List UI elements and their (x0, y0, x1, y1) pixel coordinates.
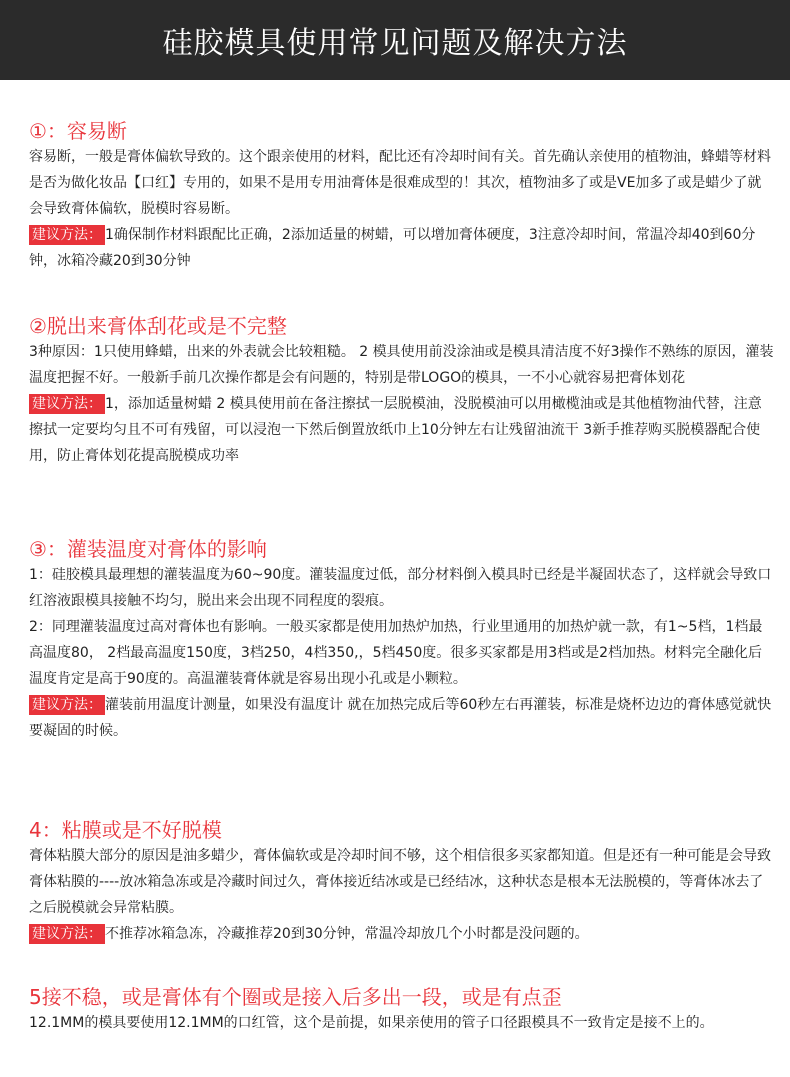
page-title: 硅胶模具使用常见问题及解决方法 (162, 26, 628, 61)
tip-label: 建议方法： (29, 225, 105, 245)
tip-text: 1确保制作材料跟配比正确，2添加适量的树蜡，可以增加膏体硬度，3注意冷却时间，常温冷却40到60分钟，冰箱冷藏20到30分钟 (29, 227, 756, 269)
section-title: 5接不稳，或是膏体有个圈或是接入后多出一段，或是有点歪 (29, 985, 562, 1009)
section-paragraph: 12.1MM的模具要使用12.1MM的口红管，这个是前提，如果亲使用的管子口径跟模具不一致肯定是接不上的。 (29, 1015, 714, 1031)
section-paragraph: 容易断，一般是膏体偏软导致的。这个跟亲使用的材料，配比还有冷却时间有关。首先确认亲使用的植物油，蜂蜡等材料是否为做化妆品【口红】专用的，如果不是用专用油膏体是很难成型的！其次，植物油多了或是VE加多了或是蜡少了就会导致膏体偏软，脱模时容易断。 (29, 149, 771, 217)
tip-paragraph (29, 921, 774, 947)
section-title: ①：容易断 (29, 119, 127, 143)
tip-paragraph (29, 391, 774, 469)
section-title: 4：粘膜或是不好脱模 (29, 818, 222, 842)
tip-text: 不推荐冰箱急冻，冷藏推荐20到30分钟，常温冷却放几个小时都是没问题的。 (105, 926, 589, 942)
tip-label: 建议方法： (29, 924, 105, 944)
section-title: ③：灌装温度对膏体的影响 (29, 537, 267, 561)
page-header (0, 0, 790, 80)
tip-label: 建议方法： (29, 394, 105, 414)
tip-paragraph (29, 222, 774, 274)
faq-section-3 (29, 536, 774, 744)
section-paragraph: 膏体粘膜大部分的原因是油多蜡少，膏体偏软或是冷却时间不够，这个相信很多买家都知道。但是还有一种可能是会导致膏体粘膜的----放冰箱急冻或是冷藏时间过久，膏体接近结冰或是已经结冰，这种状态是根本无法脱模的，等膏体冰去了之后脱模就会异常粘膜。 (29, 848, 771, 916)
tip-paragraph (29, 692, 774, 744)
faq-section-4 (29, 817, 774, 947)
section-paragraph: 3种原因：1只使用蜂蜡，出来的外表就会比较粗糙。 2 模具使用前没涂油或是模具清洁度不好3操作不熟练的原因，灌装温度把握不好。一般新手前几次操作都是会有问题的，特别是带LOGO的模具，一不小心就容易把膏体划花 (29, 344, 774, 386)
faq-section-5 (29, 984, 774, 1036)
tip-label: 建议方法： (29, 695, 105, 715)
tip-text: 1，添加适量树蜡 2 模具使用前在备注擦拭一层脱模油，没脱模油可以用橄榄油或是其他植物油代替，注意擦拭一定要均匀且不可有残留，可以浸泡一下然后倒置放纸巾上10分钟左右让残留油流干 3新手推荐购买脱模器配合使用，防止膏体划花提高脱模成功率 (29, 396, 762, 464)
section-paragraph: 1：硅胶模具最理想的灌装温度为60~90度。灌装温度过低，部分材料倒入模具时已经是半凝固状态了，这样就会导致口红溶液跟模具接触不均匀，脱出来会出现不同程度的裂痕。 (29, 567, 772, 609)
faq-section-2 (29, 313, 774, 469)
section-paragraph: 2：同理灌装温度过高对膏体也有影响。一般买家都是使用加热炉加热，行业里通用的加热炉就一款，有1~5档，1档最高温度80， 2档最高温度150度，3档250，4档350,，5档450度。很多买家都是用3档或是2档加热。材料完全融化后温度肯定是高于90度的。高温灌装膏体就是容易出现小孔或是小颗粒。 (29, 619, 763, 687)
faq-section-1 (29, 118, 774, 274)
section-title: ②脱出来膏体刮花或是不完整 (29, 314, 287, 338)
tip-text: 灌装前用温度计测量，如果没有温度计 就在加热完成后等60秒左右再灌装，标准是烧杯边边的膏体感觉就快要凝固的时候。 (29, 697, 772, 739)
